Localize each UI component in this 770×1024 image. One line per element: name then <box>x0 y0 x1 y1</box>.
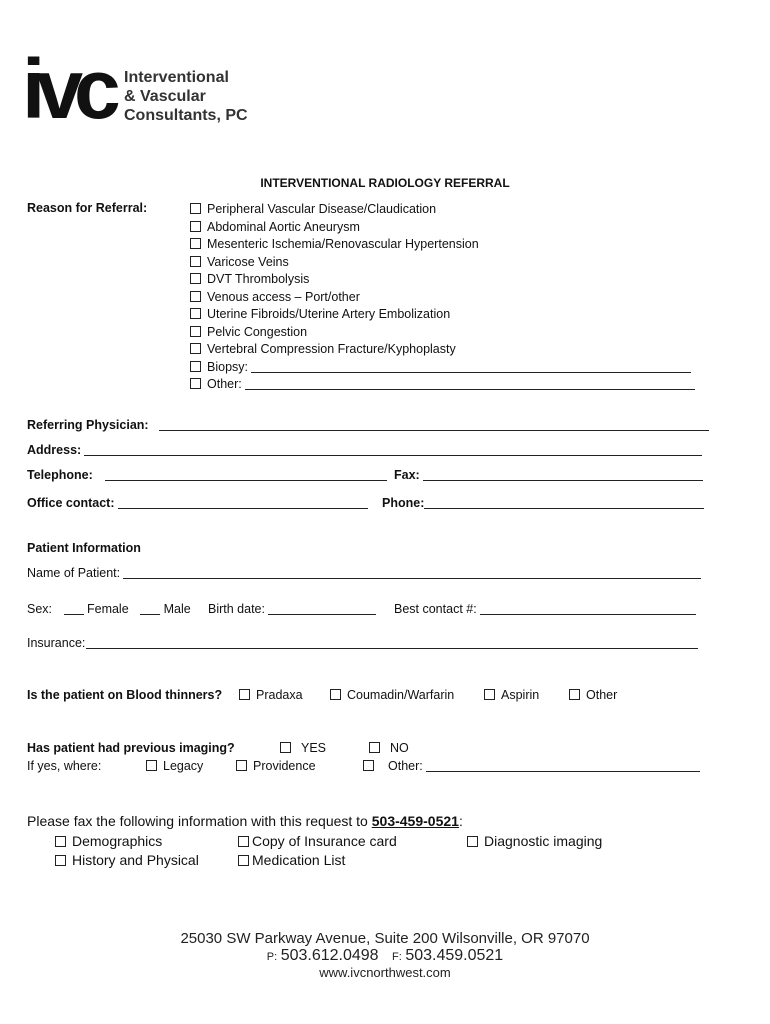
reason-other-field[interactable] <box>245 377 695 390</box>
imaging-other-field[interactable] <box>426 759 700 772</box>
imaging-no[interactable]: NO <box>369 741 409 755</box>
fax-row: Fax: <box>394 468 703 482</box>
checkbox[interactable] <box>190 343 201 354</box>
reason-item[interactable]: Pelvic Congestion <box>190 324 695 342</box>
checkbox[interactable] <box>190 256 201 267</box>
checkbox[interactable] <box>55 855 66 866</box>
best-contact-row: Best contact #: <box>394 602 696 616</box>
fax-item-history-physical[interactable]: History and Physical <box>55 852 199 868</box>
checkbox[interactable] <box>569 689 580 700</box>
phone-row: Phone: <box>382 496 704 510</box>
patient-name-field[interactable] <box>123 566 701 579</box>
checkbox[interactable] <box>369 742 380 753</box>
birth-date-field[interactable] <box>268 602 376 615</box>
checkbox[interactable] <box>190 308 201 319</box>
fax-item-diagnostic-imaging[interactable]: Diagnostic imaging <box>467 833 602 849</box>
insurance-field[interactable] <box>86 636 698 649</box>
reason-list <box>190 201 695 394</box>
blood-option-aspirin[interactable]: Aspirin <box>484 688 539 702</box>
checkbox[interactable] <box>239 689 250 700</box>
blood-thinners-question: Is the patient on Blood thinners? <box>27 688 223 702</box>
checkbox[interactable] <box>190 203 201 214</box>
fax-instruction: Please fax the following information with this request to 503-459-0521: <box>27 813 463 829</box>
checkbox[interactable] <box>190 221 201 232</box>
reason-item[interactable]: DVT Thrombolysis <box>190 271 695 289</box>
referring-physician-row: Referring Physician: <box>27 418 709 432</box>
reason-item-biopsy[interactable]: Biopsy: <box>190 359 695 377</box>
checkbox[interactable] <box>280 742 291 753</box>
checkbox[interactable] <box>146 760 157 771</box>
imaging-where-label: If yes, where: <box>27 759 102 773</box>
checkbox[interactable] <box>190 378 201 389</box>
blood-option-coumadin[interactable]: Coumadin/Warfarin <box>330 688 454 702</box>
footer-website[interactable]: www.ivcnorthwest.com <box>319 965 451 980</box>
biopsy-field[interactable] <box>251 360 691 373</box>
patient-name-row: Name of Patient: <box>27 566 701 580</box>
checkbox[interactable] <box>190 291 201 302</box>
logo-company-name: Interventional & Vascular Consultants, PC <box>124 69 248 124</box>
checkbox[interactable] <box>330 689 341 700</box>
fax-item-insurance-card[interactable]: Copy of Insurance card <box>238 833 397 849</box>
telephone-row: Telephone: <box>27 468 387 482</box>
address-field[interactable] <box>84 443 702 456</box>
fax-number: 503-459-0521 <box>371 813 459 829</box>
checkbox[interactable] <box>190 273 201 284</box>
imaging-providence[interactable]: Providence <box>236 759 316 773</box>
checkbox[interactable] <box>484 689 495 700</box>
imaging-question: Has patient had previous imaging? <box>27 741 235 755</box>
footer-address: 25030 SW Parkway Avenue, Suite 200 Wilsonville, OR 97070 <box>180 930 590 947</box>
blood-option-pradaxa[interactable]: Pradaxa <box>239 688 303 702</box>
logo-letters: ivc <box>22 42 112 136</box>
phone-field[interactable] <box>424 496 704 509</box>
reason-item[interactable]: Peripheral Vascular Disease/Claudication <box>190 201 695 219</box>
address-row: Address: <box>27 443 702 457</box>
footer-phone: 503.612.0498 <box>280 947 379 964</box>
office-contact-row: Office contact: <box>27 496 368 510</box>
checkbox[interactable] <box>467 836 478 847</box>
checkbox[interactable] <box>190 326 201 337</box>
fax-item-medication-list[interactable]: Medication List <box>238 852 345 868</box>
fax-item-demographics[interactable]: Demographics <box>55 833 162 849</box>
female-field[interactable] <box>64 602 84 615</box>
footer-contacts: P: 503.612.0498 F: 503.459.0521 <box>266 947 504 964</box>
patient-info-heading: Patient Information <box>27 541 141 555</box>
fax-field[interactable] <box>423 468 703 481</box>
checkbox[interactable] <box>190 238 201 249</box>
checkbox[interactable] <box>236 760 247 771</box>
reason-item[interactable]: Venous access – Port/other <box>190 289 695 307</box>
referring-physician-field[interactable] <box>159 418 709 431</box>
reason-label: Reason for Referral: <box>27 201 148 215</box>
imaging-legacy[interactable]: Legacy <box>146 759 203 773</box>
imaging-other[interactable]: Other: <box>363 759 700 773</box>
reason-item[interactable]: Uterine Fibroids/Uterine Artery Embolization <box>190 306 695 324</box>
checkbox[interactable] <box>363 760 374 771</box>
checkbox[interactable] <box>238 836 249 847</box>
reason-item[interactable]: Abdominal Aortic Aneurysm <box>190 219 695 237</box>
form-title: INTERVENTIONAL RADIOLOGY REFERRAL <box>260 176 510 190</box>
blood-option-other[interactable]: Other <box>569 688 617 702</box>
checkbox[interactable] <box>238 855 249 866</box>
footer-fax: 503.459.0521 <box>405 947 504 964</box>
reason-item[interactable]: Mesenteric Ischemia/Renovascular Hypertension <box>190 236 695 254</box>
checkbox[interactable] <box>190 361 201 372</box>
reason-item[interactable]: Varicose Veins <box>190 254 695 272</box>
reason-item[interactable]: Vertebral Compression Fracture/Kyphoplasty <box>190 341 695 359</box>
best-contact-field[interactable] <box>480 602 696 615</box>
telephone-field[interactable] <box>105 468 387 481</box>
male-field[interactable] <box>140 602 160 615</box>
sex-row: Sex: Female Male <box>27 602 191 616</box>
office-contact-field[interactable] <box>118 496 368 509</box>
birth-date-row: Birth date: <box>208 602 376 616</box>
imaging-yes[interactable]: YES <box>280 741 326 755</box>
reason-item-other[interactable]: Other: <box>190 376 695 394</box>
insurance-row: Insurance: <box>27 636 698 650</box>
checkbox[interactable] <box>55 836 66 847</box>
